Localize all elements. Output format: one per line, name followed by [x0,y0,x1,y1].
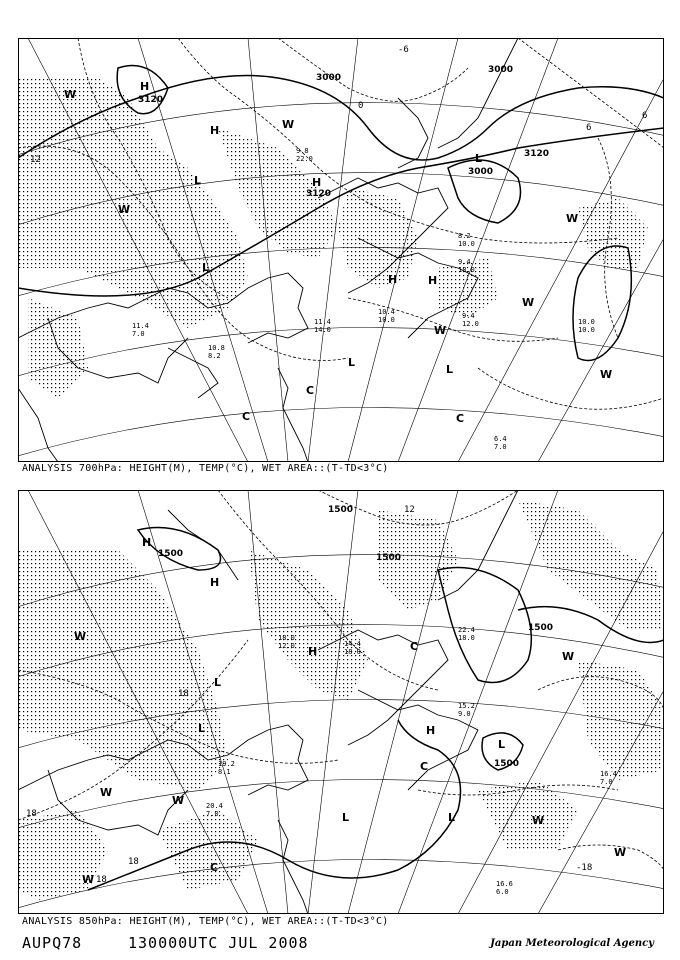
station-plot: 15.2 9.0 [458,702,475,718]
pressure-center: L [198,722,206,735]
pressure-center: H [312,176,322,189]
height-label: 1500 [376,553,402,563]
isotherm-label: 12 [404,505,415,515]
pressure-center: H [426,724,436,737]
isotherm-label: 6 [642,111,648,121]
height-label: 3120 [138,95,164,105]
station-plot: 11.4 7.0 [132,322,149,338]
station-plot: 9.8 22.0 [296,147,313,163]
station-plot: 9.4 18.0 [458,258,475,274]
isotherm-label: 18 [96,875,107,885]
height-label: 3120 [524,149,550,159]
analysis-700hpa-map [18,38,664,462]
pressure-center: W [118,203,131,216]
pressure-center: H [388,273,398,286]
pressure-center: C [242,410,251,423]
isotherm-label: 6 [586,123,592,133]
pressure-center: W [74,630,87,643]
station-plot: 20.4 7.0 [206,802,223,818]
pressure-center: W [282,118,295,131]
pressure-center: L [342,811,350,824]
pressure-center: W [172,794,185,807]
height-label: 3000 [488,65,514,75]
station-plot: 10.4 10.0 [378,308,395,324]
caption-700hpa: ANALYSIS 700hPa: HEIGHT(M), TEMP(°C), WET AREA::(T-TD<3°C) [22,463,389,474]
pressure-center: H [142,536,152,549]
pressure-center: C [456,412,465,425]
station-plot: 11.4 14.0 [314,318,331,334]
pressure-center: W [600,368,613,381]
height-label: 3120 [306,189,332,199]
chart-code: AUPQ78 [22,934,83,952]
station-plot: 14.4 18.0 [344,640,361,656]
isotherm-label: -6 [398,45,409,55]
height-label: 3000 [468,167,494,177]
pressure-center: W [532,814,545,827]
pressure-center: L [202,261,210,274]
pressure-center: C [210,861,219,874]
pressure-center: H [210,124,220,137]
map-850hpa-svg [18,490,664,914]
pressure-center: H [308,645,318,658]
pressure-center: L [448,811,456,824]
station-plot: 16.6 6.0 [496,880,513,896]
pressure-center: L [498,738,506,751]
station-plot: 19.2 8.1 [218,760,235,776]
agency-name: Japan Meteorological Agency [490,938,654,949]
isotherm-label: 18 [128,857,139,867]
pressure-center: C [420,760,429,773]
pressure-center: H [140,80,150,93]
pressure-center: H [428,274,438,287]
station-plot: 22.4 18.0 [458,626,475,642]
pressure-center: W [100,786,113,799]
pressure-center: W [562,650,575,663]
height-label: 1500 [528,623,554,633]
height-label: 1500 [494,759,520,769]
map-700hpa-svg [18,38,664,462]
caption-850hpa: ANALYSIS 850hPa: HEIGHT(M), TEMP(°C), WET AREA::(T-TD<3°C) [22,916,389,927]
pressure-center: W [64,88,77,101]
height-label: 3000 [316,73,342,83]
pressure-center: L [194,174,202,187]
station-plot: 16.4 7.0 [600,770,617,786]
pressure-center: L [446,363,454,376]
height-label: 1500 [158,549,184,559]
isotherm-label: 18 [26,809,37,819]
isotherm-label: 0 [358,101,364,111]
station-plot: 18.0 12.0 [278,634,295,650]
pressure-center: W [522,296,535,309]
height-label: 1500 [328,505,354,515]
station-plot: 10.8 8.2 [208,344,225,360]
station-plot: 6.4 7.0 [494,435,507,451]
pressure-center: L [214,676,222,689]
isotherm-label: 18 [178,689,189,699]
pressure-center: W [566,212,579,225]
pressure-center: H [210,576,220,589]
pressure-center: W [434,324,447,337]
pressure-center: W [82,873,95,886]
isotherm-label: -18 [576,863,593,873]
station-plot: 9.4 12.0 [462,312,479,328]
station-plot: 10.0 10.0 [578,318,595,334]
pressure-center: C [410,640,419,653]
pressure-center: L [348,356,356,369]
pressure-center: W [614,846,627,859]
valid-time: 130000UTC JUL 2008 [128,934,309,952]
pressure-center: C [306,384,315,397]
isotherm-label: 12 [30,155,41,165]
pressure-center: L [475,152,483,165]
analysis-850hpa-map [18,490,664,914]
station-plot: 8.2 10.0 [458,232,475,248]
